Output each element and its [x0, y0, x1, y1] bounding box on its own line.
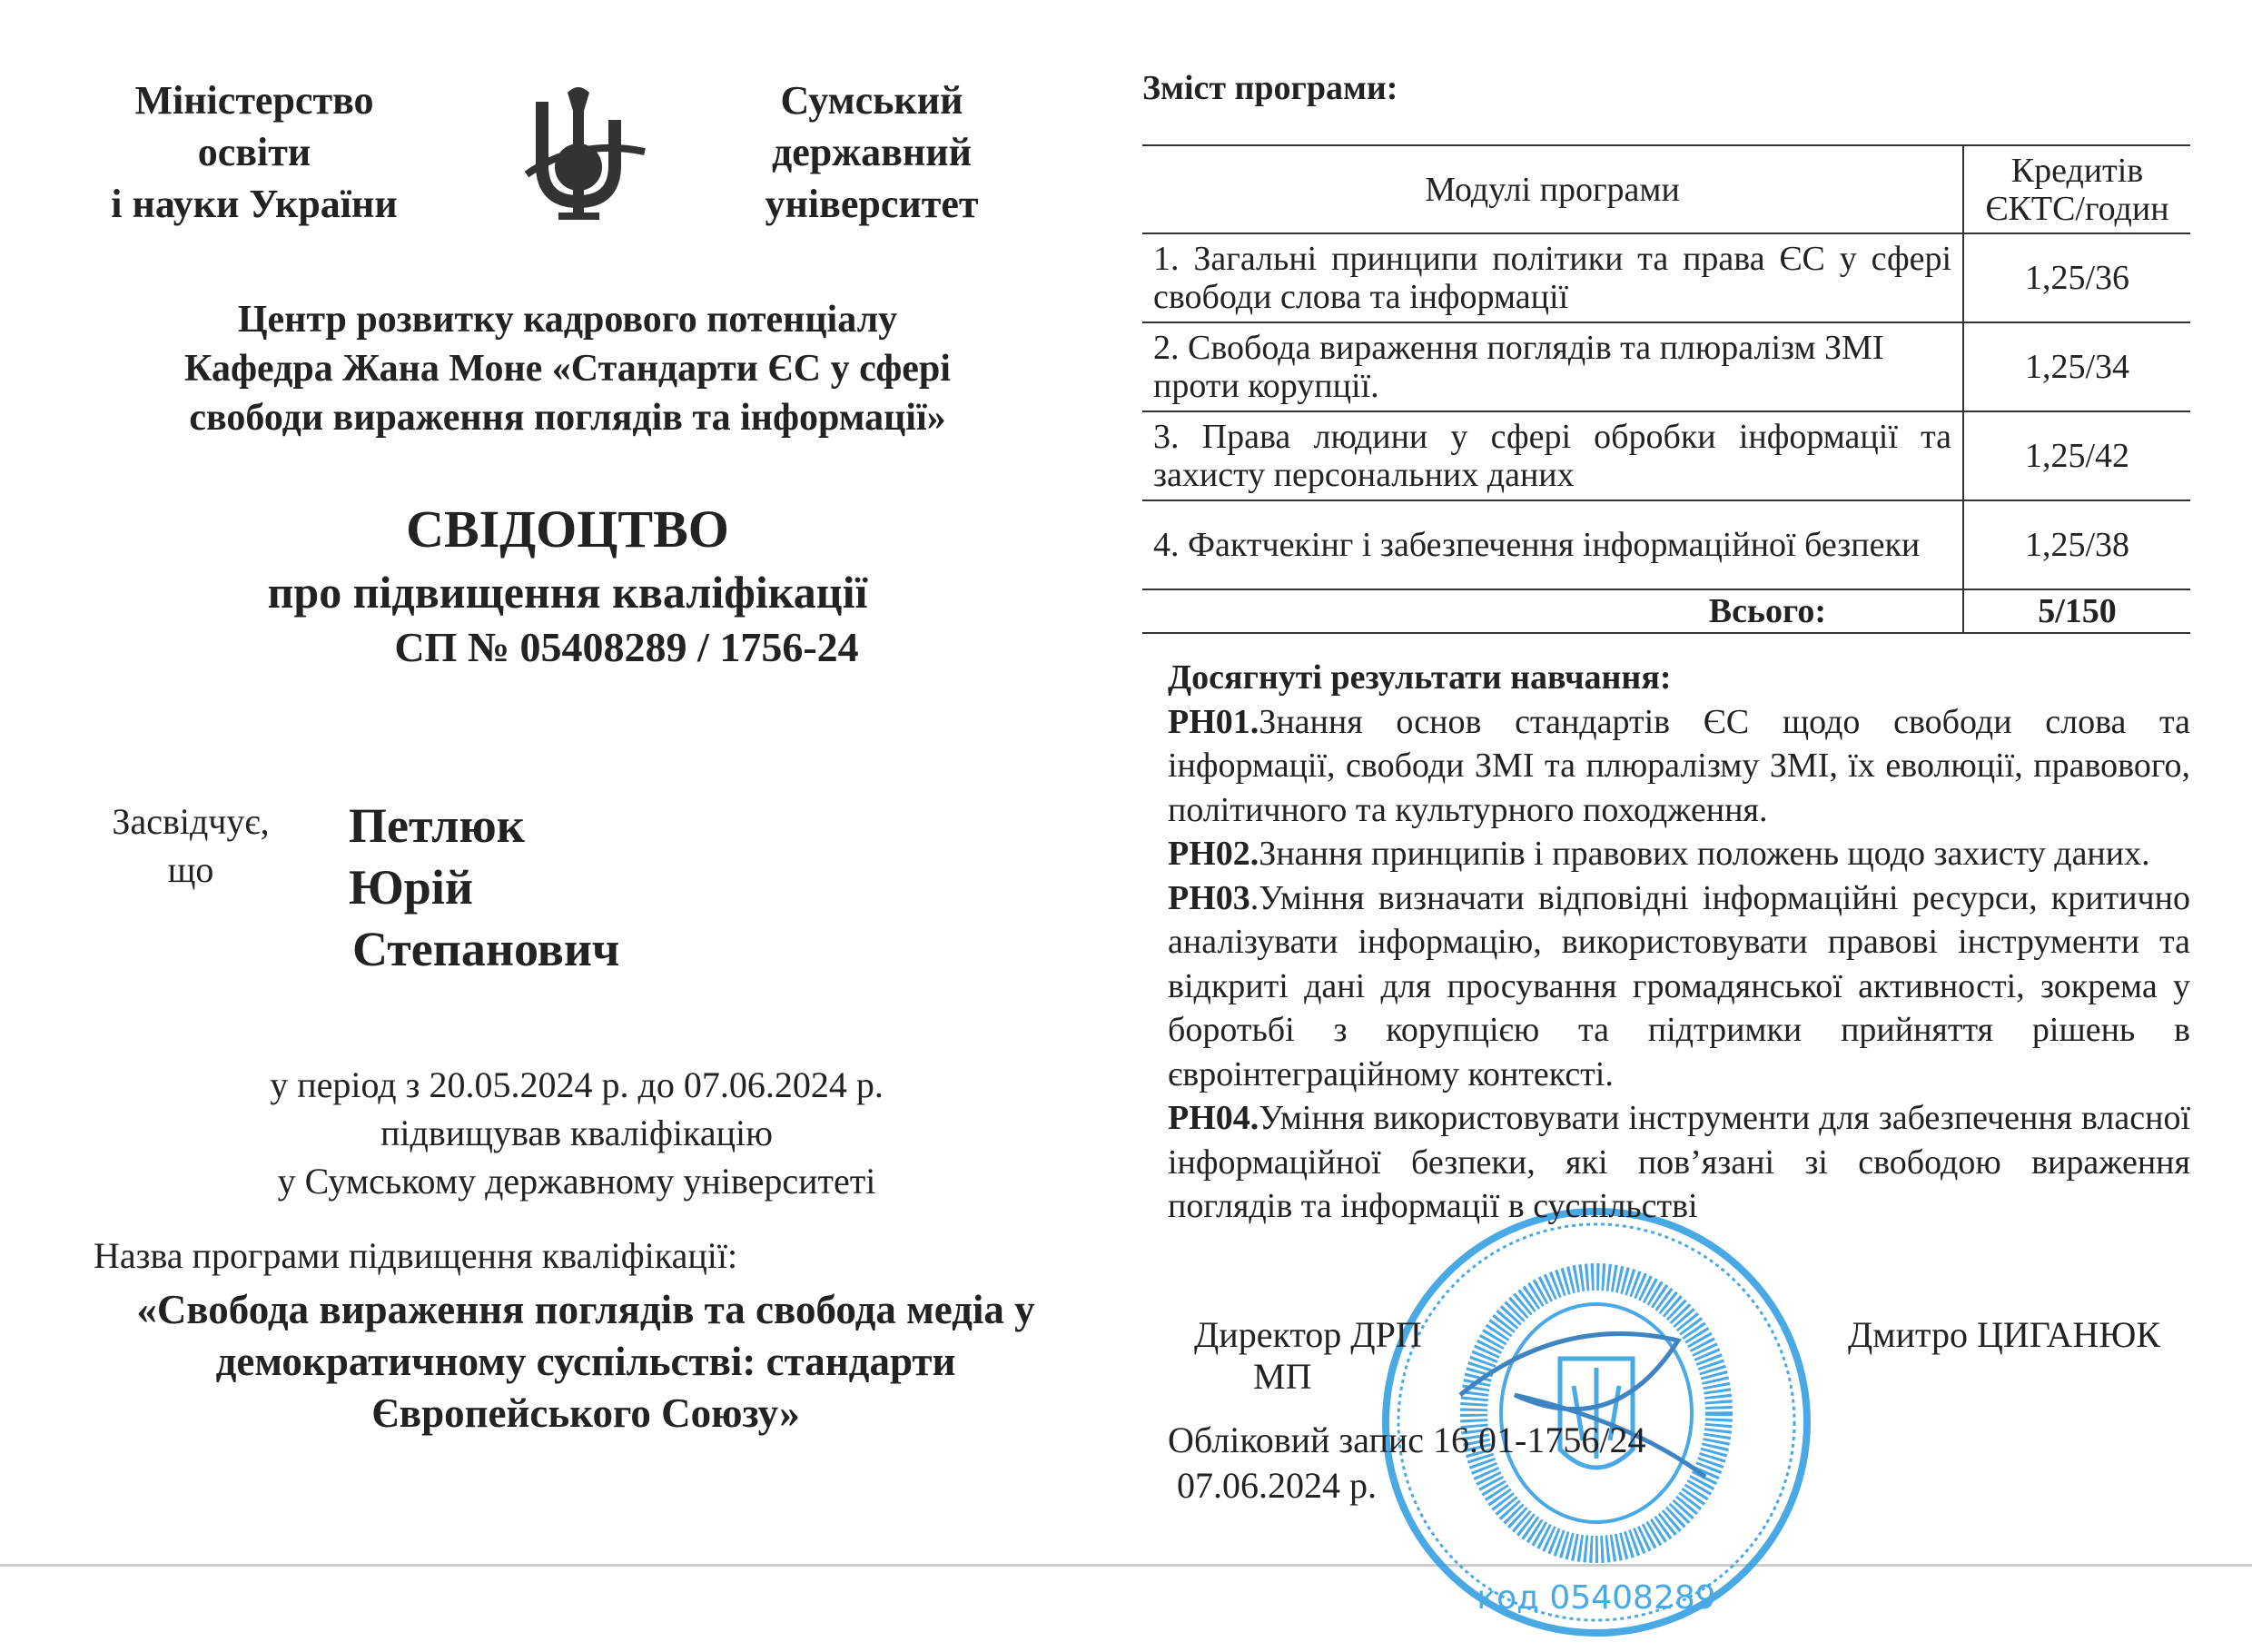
- result-text: Знання принципів і правових положень щодо захисту даних.: [1259, 835, 2150, 873]
- patronymic: Степанович: [352, 922, 620, 976]
- table-row: [1142, 322, 2190, 411]
- ministry-name: [91, 74, 418, 230]
- program-name-line: «Свобода вираження поглядів та свобода медіа у: [136, 1287, 1035, 1332]
- issue-date: 07.06.2024 р.: [1177, 1465, 1377, 1506]
- program-heading: Зміст програми:: [1142, 69, 1398, 107]
- credits-cell: 1,25/34: [1963, 322, 2190, 411]
- ministry-line: і науки України: [111, 182, 398, 226]
- certificate-title: СВІДОЦТВО: [406, 500, 729, 559]
- ministry-line: Міністерство: [134, 78, 374, 123]
- university-line: Сумський: [780, 78, 963, 123]
- result-item: [1168, 1096, 2190, 1229]
- period-line: у Сумському державному університеті: [277, 1161, 876, 1202]
- total-value: 5/150: [1963, 589, 2190, 633]
- program-table: [1142, 144, 2190, 634]
- credits-cell: 1,25/36: [1963, 233, 2190, 322]
- certifies-text: що: [167, 849, 214, 890]
- results-heading: Досягнуті результати навчання:: [1168, 658, 1672, 697]
- result-text: Знання основ стандартів ЄС щодо свободи слова та інформації, свободи ЗМІ та плюралізму ЗМІ, їх еволюції, правового, політичного та культурного походження.: [1168, 702, 2190, 829]
- result-item: [1168, 832, 2190, 876]
- result-item: [1168, 700, 2190, 833]
- result-code: РН01.: [1168, 702, 1259, 741]
- ministry-line: освіти: [197, 130, 311, 174]
- university-logo: [522, 84, 649, 224]
- credits-cell: 1,25/42: [1963, 411, 2190, 500]
- result-code: РН04.: [1168, 1099, 1259, 1137]
- center-department: [73, 295, 1062, 442]
- director-position: Директор ДРП: [1194, 1314, 1422, 1355]
- signer-name: Дмитро ЦИГАНЮК: [1848, 1314, 2161, 1355]
- seal-place: МП: [1253, 1356, 1312, 1397]
- certifies-text: Засвідчує,: [112, 801, 270, 842]
- surname: Петлюк: [349, 798, 525, 853]
- result-text: .Уміння визначати відповідні інформаційні ресурси, критично аналізувати інформацію, використовувати правові інструменти та відкриті дані для просування громадянської активності, зокрема у боротьбі з корупцією та підтримки прийняття рішень в євроінтеграційному контексті.: [1168, 878, 2190, 1093]
- program-name: [54, 1284, 1117, 1439]
- certificate-subtitle: про підвищення кваліфікації: [267, 567, 868, 618]
- certificate-number: СП № 05408289 / 1756-24: [394, 624, 859, 670]
- column-header-credits: Кредитів ЄКТС/годин: [1963, 145, 2190, 233]
- university-line: державний: [772, 130, 972, 174]
- university-name: [717, 74, 1026, 230]
- module-cell: 2. Свобода вираження поглядів та плюралізм ЗМІ проти корупції.: [1142, 322, 1963, 411]
- center-line: Центр розвитку кадрового потенціалу: [237, 299, 898, 341]
- learning-results: [1168, 656, 2190, 1229]
- period-line: у період з 20.05.2024 р. до 07.06.2024 р.: [270, 1064, 884, 1105]
- column-header-modules: Модулі програми: [1142, 145, 1963, 233]
- result-item: [1168, 876, 2190, 1097]
- result-text: Уміння використовувати інструменти для забезпечення власної інформаційної безпеки, які пов’язані зі свободою вираження поглядів та інформації в суспільстві: [1168, 1099, 2190, 1225]
- period-line: підвищував кваліфікацію: [380, 1113, 773, 1153]
- page-edge-divider: [0, 1564, 2252, 1567]
- total-label: Всього:: [1142, 589, 1963, 633]
- certifies-label: [91, 797, 291, 894]
- module-cell: 4. Фактчекінг і забезпечення інформаційної безпеки: [1142, 500, 1963, 589]
- record-number: Обліковий запис 16.01-1756/24: [1168, 1420, 1646, 1460]
- table-row: [1142, 233, 2190, 322]
- module-cell: 3. Права людини у сфері обробки інформації та захисту персональних даних: [1142, 411, 1963, 500]
- table-header-row: [1142, 145, 2190, 233]
- program-name-line: демократичному суспільстві: стандарти: [215, 1339, 956, 1384]
- module-cell: 1. Загальні принципи політики та права ЄС у сфері свободи слова та інформації: [1142, 233, 1963, 322]
- university-line: університет: [765, 182, 979, 226]
- period-block: [127, 1061, 1026, 1205]
- center-line: Кафедра Жана Моне «Стандарти ЄС у сфері: [184, 348, 951, 390]
- table-total-row: [1142, 589, 2190, 633]
- center-line: свободи вираження поглядів та інформації»: [189, 397, 946, 439]
- program-name-line: Європейського Союзу»: [371, 1390, 800, 1436]
- table-row: [1142, 500, 2190, 589]
- program-label: Назва програми підвищення кваліфікації:: [94, 1235, 738, 1276]
- result-code: РН03: [1168, 878, 1250, 917]
- result-code: РН02.: [1168, 835, 1259, 873]
- table-row: [1142, 411, 2190, 500]
- credits-cell: 1,25/38: [1963, 500, 2190, 589]
- stamp-code: код 05408289: [1477, 1579, 1716, 1617]
- recipient-name: [349, 795, 619, 980]
- first-name: Юрій: [349, 860, 473, 915]
